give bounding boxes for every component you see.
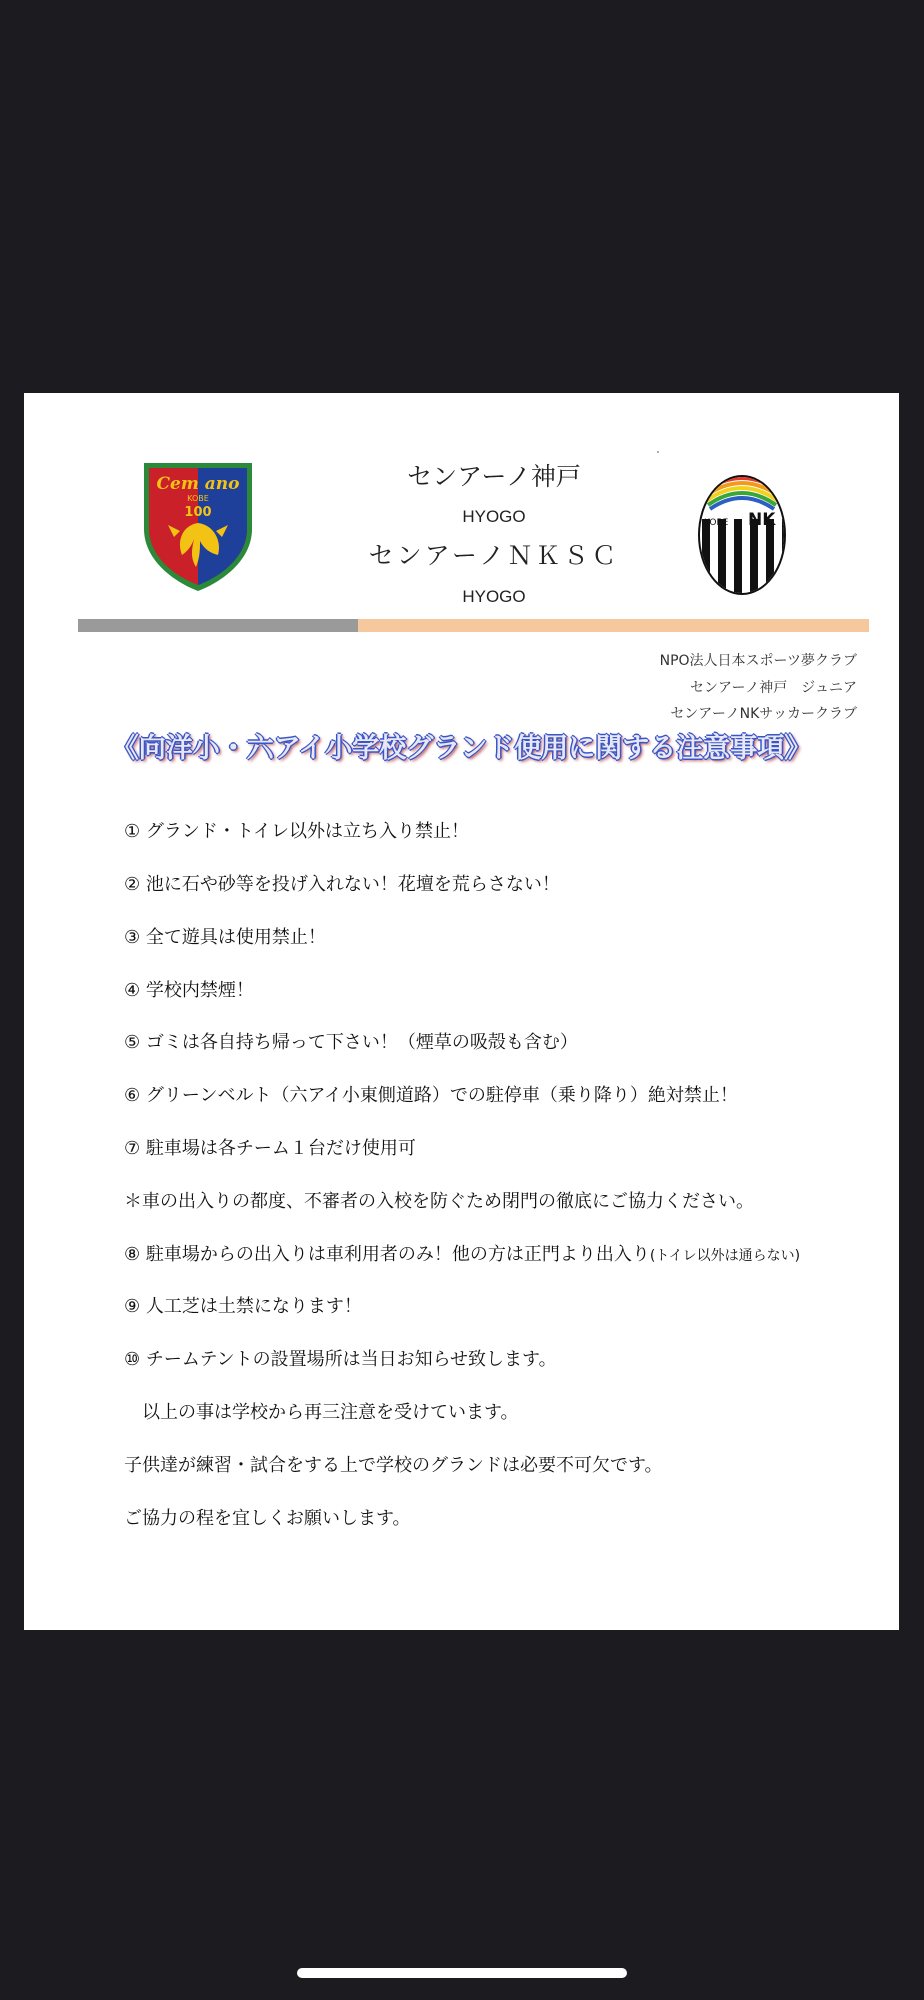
club-region-2: HYOGO <box>462 587 526 606</box>
closing-line-2: 子供達が練習・試合をする上で学校のグランドは必要不可欠です。 <box>124 1455 663 1476</box>
org-line-1: NPO法人日本スポーツ夢クラブ <box>659 653 857 669</box>
logo-left-text-top: Cem ano <box>156 474 240 494</box>
rule-4: ④ 学校内禁煙！ <box>124 980 254 1001</box>
club-name-2: センアーノＮＫＳＣ <box>368 541 620 570</box>
rule-8-text: ⑧ 駐車場からの出入りは車利用者のみ！他の方は正門より出入り <box>124 1244 650 1265</box>
rule-8 <box>124 1240 800 1266</box>
notice-document <box>24 393 899 1630</box>
logo-left-text-num: 100 <box>184 505 212 520</box>
closing-line-1: 以上の事は学校から再三注意を受けています。 <box>124 1402 519 1423</box>
rule-3: ③ 全て遊具は使用禁止！ <box>124 927 326 948</box>
rule-1: ① グランド・トイレ以外は立ち入り禁止！ <box>124 821 469 842</box>
rule-10: ⑩ チームテントの設置場所は当日お知らせ致します。 <box>124 1349 557 1370</box>
rule-7: ⑦ 駐車場は各チーム１台だけ使用可 <box>124 1138 416 1159</box>
rule-7-note: ＊車の出入りの都度、不審者の入校を防ぐため閉門の徹底にご協力ください。 <box>124 1191 754 1212</box>
org-line-2: センアーノ神戸 ジュニア <box>689 680 857 696</box>
rule-6: ⑥ グリーンベルト（六アイ小東側道路）での駐停車（乗り降り）絶対禁止！ <box>124 1085 738 1106</box>
centauro-kobe-logo <box>140 459 256 593</box>
header-bar-peach <box>358 619 869 632</box>
closing-line-3: ご協力の程を宜しくお願いします。 <box>124 1508 411 1529</box>
logo-right-text-left: KOBE <box>704 518 729 528</box>
speck <box>657 451 659 453</box>
notice-title: 《向洋小・六アイ小学校グランド使用に関する注意事項》 <box>111 733 812 764</box>
rule-9: ⑨ 人工芝は土禁になります！ <box>124 1296 362 1317</box>
club-name-1: センアーノ神戸 <box>407 462 581 491</box>
header-bar-gray <box>78 619 358 632</box>
home-indicator[interactable] <box>297 1968 627 1978</box>
kobe-nk-logo <box>696 467 788 597</box>
org-line-3: センアーノNKサッカークラブ <box>670 706 857 722</box>
club-region-1: HYOGO <box>462 507 526 526</box>
rule-8-note: (トイレ以外は通らない) <box>649 1248 801 1264</box>
logo-right-text-right: NK <box>748 510 776 530</box>
rule-5: ⑤ ゴミは各自持ち帰って下さい！（煙草の吸殻も含む） <box>124 1032 578 1053</box>
logo-left-text-mid: KOBE <box>187 494 209 503</box>
rule-2: ② 池に石や砂等を投げ入れない！花壇を荒らさない！ <box>124 874 560 895</box>
